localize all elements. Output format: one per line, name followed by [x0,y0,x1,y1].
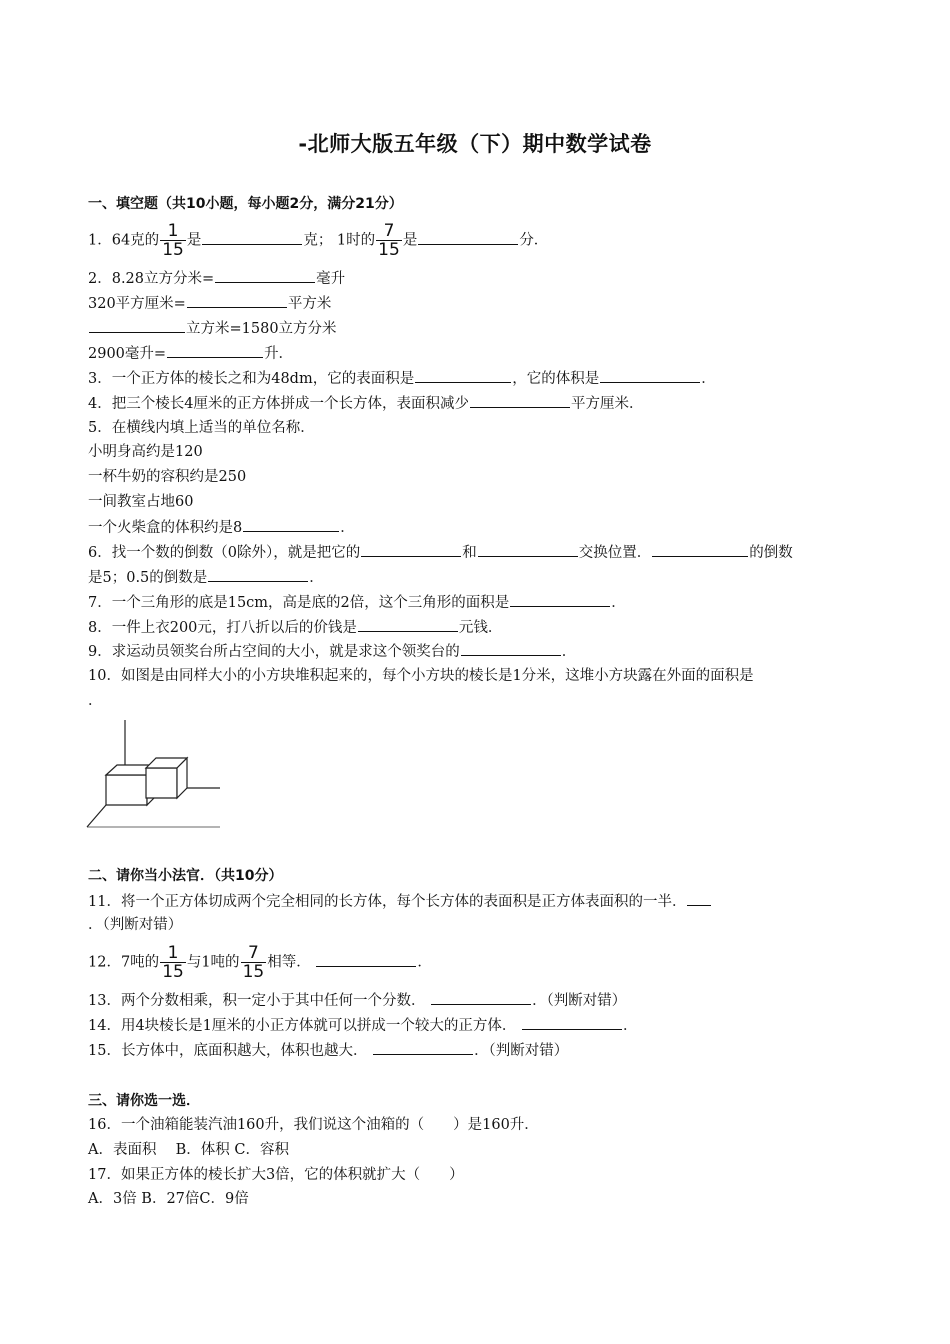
cube-2-front [146,768,177,798]
question-10-cont: ． [88,693,103,709]
answer-blank[interactable] [361,542,461,557]
answer-blank[interactable] [243,517,339,532]
section-heading-2: 二、请你当小法官．（共10分） [88,868,283,884]
question-5-item: 一个火柴盒的体积约是8 ． [88,517,355,538]
question-6: 6．找一个数的倒数（0除外），就是把它的 和 交换位置． 的倒数 [88,542,793,563]
question-1: 1．64克的 $\frac{1}{15}$ 是 克； 1时的 $\frac{7}{15}$ 是 分． [88,221,549,260]
question-2-line-3: 立方米=1580立方分米 [88,318,337,339]
question-4: 4．把三个棱长4厘米的正方体拼成一个长方体，表面积减少 平方厘米． [88,393,643,414]
question-10: 10．如图是由同样大小的小方块堆积起来的，每个小方块的棱长是1分米，这堆小方块露在外面的面积是 [88,668,754,684]
answer-blank[interactable] [600,368,700,383]
question-5-item: 一杯牛奶的容积约是250 [88,469,247,485]
answer-blank[interactable] [167,343,263,358]
answer-blank[interactable] [316,952,416,967]
question-3: 3．一个正方体的棱长之和为48dm，它的表面积是 ，它的体积是 ． [88,368,716,389]
answer-blank[interactable] [415,368,511,383]
answer-blank[interactable] [358,617,458,632]
answer-blank[interactable] [215,268,315,283]
fraction-1-15: $\frac{1}{15}$ [162,221,184,260]
cube-stack-figure [86,720,226,832]
cube-1-front [106,775,147,805]
question-13: 13．两个分数相乘，积一定小于其中任何一个分数． ．（判断对错） [88,990,626,1011]
question-11-cont: ．（判断对错） [88,917,183,933]
question-5: 5．在横线内填上适当的单位名称． [88,420,315,436]
answer-blank[interactable] [431,990,531,1005]
page-title: -北师大版五年级（下）期中数学试卷 [298,132,652,156]
answer-blank[interactable] [652,542,748,557]
question-11: 11．将一个正方体切成两个完全相同的长方体，每个长方体的表面积是正方体表面积的一半． [88,891,712,912]
question-14: 14．用4块棱长是1厘米的小正方体就可以拼成一个较大的正方体． ． [88,1015,638,1036]
answer-blank[interactable] [522,1015,622,1030]
question-16-options: A．表面积 B．体积 C．容积 [88,1142,289,1158]
answer-blank[interactable] [89,318,185,333]
answer-blank[interactable] [373,1040,473,1055]
answer-blank[interactable] [510,592,610,607]
question-8: 8．一件上衣200元，打八折以后的价钱是 元钱． [88,617,502,638]
question-16: 16．一个油箱能装汽油160升，我们说这个油箱的（ ）是160升． [88,1117,539,1133]
question-6-cont: 是5；0.5的倒数是 ． [88,567,324,588]
question-5-item: 小明身高约是120 [88,444,203,460]
question-2-line-1: 2．8.28立方分米= 毫升 [88,268,345,289]
question-17-options: A．3倍 B．27倍C．9倍 [88,1191,249,1207]
question-9: 9．求运动员领奖台所占空间的大小，就是求这个领奖台的 ． [88,641,576,662]
question-12: 12．7吨的 $\frac{1}{15}$ 与1吨的 $\frac{7}{15}$ 相等． ． [88,943,432,982]
answer-blank[interactable] [202,230,302,245]
answer-blank[interactable] [470,393,570,408]
answer-blank[interactable] [687,891,711,906]
fraction-7-15: $\frac{7}{15}$ [242,943,265,982]
question-15: 15．长方体中，底面积越大，体积也越大． ．（判断对错） [88,1040,568,1061]
section-heading-1: 一、填空题（共10小题，每小题2分，满分21分） [88,196,403,212]
question-2-line-2: 320平方厘米= 平方米 [88,293,331,314]
answer-blank[interactable] [187,293,287,308]
question-2-line-4: 2900毫升= 升． [88,343,293,364]
answer-blank[interactable] [418,230,518,245]
fraction-1-15: $\frac{1}{15}$ [162,943,184,982]
question-5-item: 一间教室占地60 [88,494,194,510]
question-17: 17．如果正方体的棱长扩大3倍，它的体积就扩大（ ） [88,1167,464,1183]
question-7: 7．一个三角形的底是15cm，高是底的2倍，这个三角形的面积是 ． [88,592,626,613]
section-heading-3: 三、请你选一选． [88,1093,200,1109]
answer-blank[interactable] [208,567,308,582]
fraction-7-15: $\frac{7}{15}$ [378,221,400,260]
answer-blank[interactable] [461,641,561,656]
axis-diagonal [87,805,106,827]
answer-blank[interactable] [478,542,578,557]
